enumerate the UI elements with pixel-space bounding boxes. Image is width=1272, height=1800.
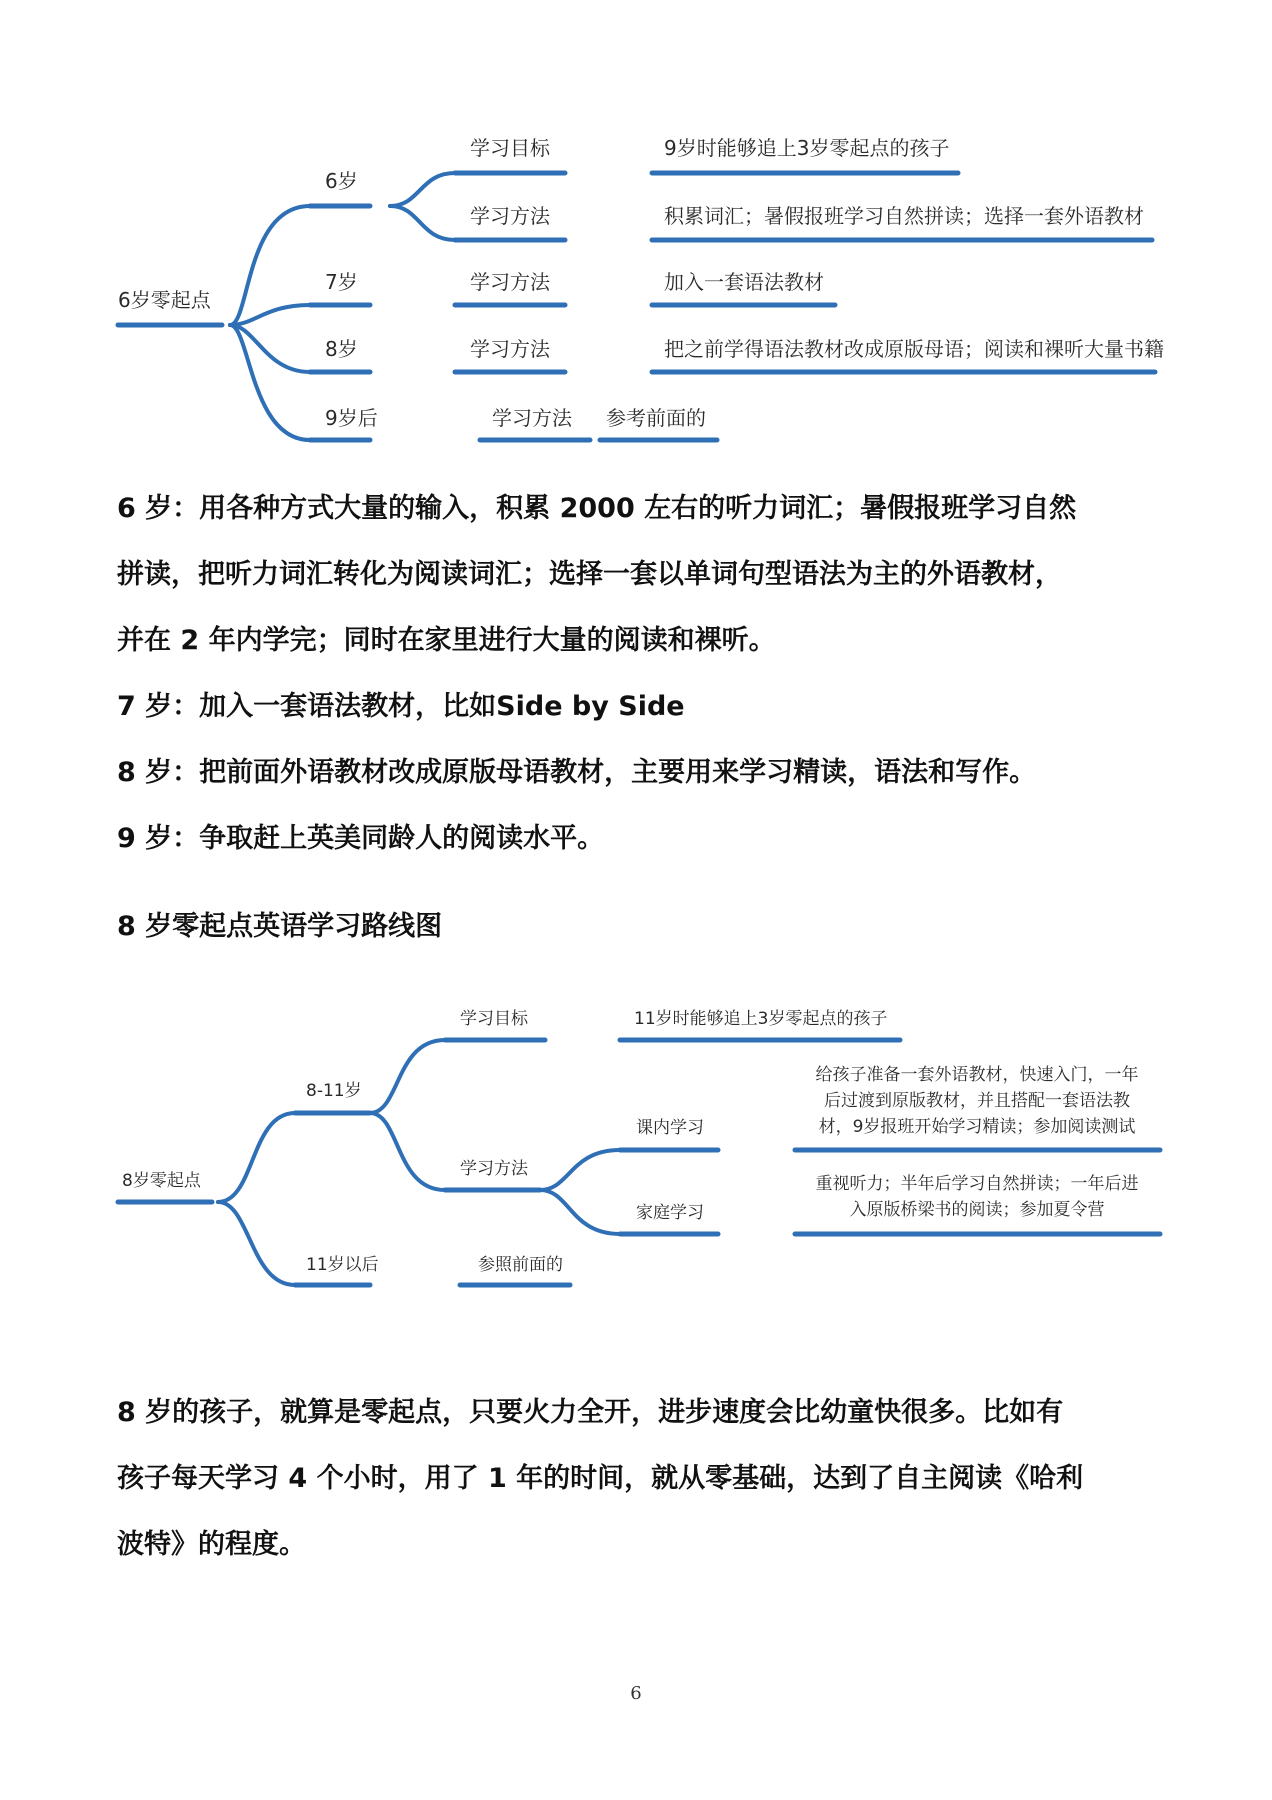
- mindmap2-home-label: 家庭学习: [636, 1203, 704, 1223]
- mindmap1-branch-9: 9岁后: [325, 406, 378, 430]
- mindmap1-9-method-text: 参考前面的: [606, 406, 706, 430]
- mindmap2-classroom-label: 课内学习: [636, 1118, 704, 1138]
- paragraph1-line-4: 7 岁：加入一套语法教材，比如Side by Side: [117, 691, 685, 722]
- mindmap2-method-label: 学习方法: [460, 1159, 528, 1179]
- mindmap2-classroom-text-2: 后过渡到原版教材，并且搭配一套语法教: [824, 1091, 1130, 1111]
- mindmap2-home-text-1: 重视听力；半年后学习自然拼读；一年后进: [815, 1174, 1139, 1194]
- mindmap2-classroom-text-3: 材，9岁报班开始学习精读；参加阅读测试: [818, 1117, 1136, 1137]
- paragraph1-line-6: 9 岁：争取赶上英美同龄人的阅读水平。: [117, 823, 605, 854]
- mindmap1-6-goal-text: 9岁时能够追上3岁零起点的孩子: [664, 136, 950, 160]
- paragraph1-line-5: 8 岁：把前面外语教材改成原版母语教材，主要用来学习精读，语法和写作。: [117, 757, 1037, 788]
- paragraph1-line-1: 6 岁：用各种方式大量的输入，积累 2000 左右的听力词汇；暑假报班学习自然: [117, 493, 1077, 524]
- mindmap1-8-method-text: 把之前学得语法教材改成原版母语；阅读和裸听大量书籍: [664, 337, 1164, 361]
- paragraph2-line-1: 8 岁的孩子，就算是零起点，只要火力全开，进步速度会比幼童快很多。比如有: [117, 1397, 1064, 1428]
- mindmap2-classroom-text-1: 给孩子准备一套外语教材，快速入门，一年: [815, 1065, 1139, 1085]
- mindmap1-7-method-text: 加入一套语法教材: [664, 270, 824, 294]
- mindmap-8-year-start: [0, 980, 1272, 1300]
- section-heading-8-year: 8 岁零起点英语学习路线图: [117, 911, 443, 942]
- mindmap1-branch-7: 7岁: [325, 270, 358, 294]
- mindmap2-branch-11-plus: 11岁以后: [306, 1255, 379, 1275]
- mindmap2-home-text-2: 入原版桥梁书的阅读；参加夏令营: [849, 1200, 1105, 1220]
- mindmap1-6-goal-label: 学习目标: [470, 136, 550, 160]
- mindmap1-6-method-label: 学习方法: [470, 204, 550, 228]
- page-number: 6: [630, 1683, 642, 1704]
- mindmap1-branch-6: 6岁: [325, 169, 358, 193]
- mindmap2-root: 8岁零起点: [122, 1171, 201, 1191]
- mindmap1-6-method-text: 积累词汇；暑假报班学习自然拼读；选择一套外语教材: [664, 204, 1144, 228]
- mindmap1-9-method-label: 学习方法: [492, 406, 572, 430]
- mindmap2-after-label: 参照前面的: [478, 1255, 563, 1275]
- paragraph1-line-3: 并在 2 年内学完；同时在家里进行大量的阅读和裸听。: [117, 625, 776, 656]
- mindmap2-goal-text: 11岁时能够追上3岁零起点的孩子: [634, 1009, 888, 1029]
- mindmap2-branch-8-11: 8-11岁: [306, 1081, 362, 1101]
- mindmap1-branch-8: 8岁: [325, 337, 358, 361]
- mindmap-6-year-start: [0, 0, 1272, 460]
- paragraph1-line-2: 拼读，把听力词汇转化为阅读词汇；选择一套以单词句型语法为主的外语教材，: [117, 559, 1062, 590]
- mindmap1-8-method-label: 学习方法: [470, 337, 550, 361]
- paragraph2-line-2: 孩子每天学习 4 个小时，用了 1 年的时间，就从零基础，达到了自主阅读《哈利: [117, 1463, 1084, 1494]
- mindmap2-connectors: [218, 1040, 620, 1285]
- mindmap1-7-method-label: 学习方法: [470, 270, 550, 294]
- mindmap1-root: 6岁零起点: [118, 288, 211, 312]
- mindmap2-goal-label: 学习目标: [460, 1009, 528, 1029]
- paragraph2-line-3: 波特》的程度。: [117, 1529, 306, 1560]
